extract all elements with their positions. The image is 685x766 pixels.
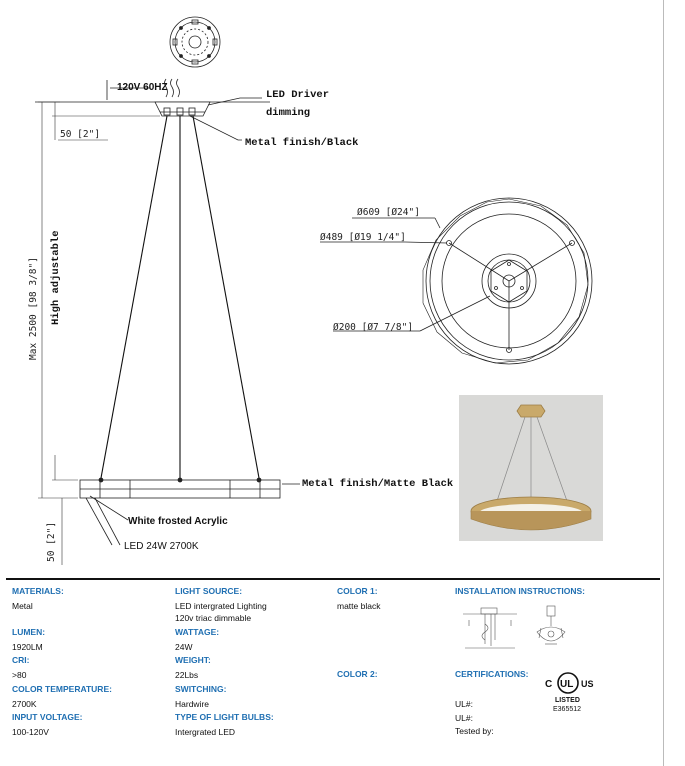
driver-label-1: LED Driver bbox=[266, 89, 330, 101]
svg-text:E365512: E365512 bbox=[553, 706, 582, 713]
led-label: LED 24W 2700K bbox=[124, 541, 199, 552]
canopy-top-view bbox=[170, 17, 220, 67]
ring-side-view bbox=[80, 478, 300, 545]
ul-number-1: UL#: bbox=[455, 699, 473, 709]
color-2: COLOR 2: bbox=[337, 669, 378, 679]
wattage: WATTAGE: 24W bbox=[175, 627, 220, 652]
ring-plan-view bbox=[320, 198, 592, 364]
color-temperature: COLOR TEMPERATURE: 2700K bbox=[12, 684, 112, 709]
lumen: LUMEN: 1920LM bbox=[12, 627, 46, 652]
cri: CRI: >80 bbox=[12, 655, 30, 680]
diffuser-label: White frosted Acrylic bbox=[128, 516, 228, 527]
power-label: 120V 60HZ bbox=[117, 82, 168, 93]
driver-label-2: dimming bbox=[266, 107, 311, 119]
product-photo bbox=[459, 395, 603, 541]
height-note: High adjustable bbox=[50, 230, 62, 325]
bulb-type: TYPE OF LIGHT BULBS: Intergrated LED bbox=[175, 712, 274, 737]
middle-diameter: Ø489 [Ø19 1/4"] bbox=[320, 232, 406, 243]
switching: SWITCHING: Hardwire bbox=[175, 684, 227, 709]
suspension-cables bbox=[101, 116, 259, 478]
svg-text:US: US bbox=[581, 679, 594, 689]
ring-finish-label: Metal finish/Matte Black bbox=[302, 478, 454, 490]
ring-height-dimension: 50 [2"] bbox=[46, 521, 57, 562]
spec-divider bbox=[6, 578, 660, 580]
ul-number-2: UL#: bbox=[455, 713, 473, 723]
canopy-dimension: 50 [2"] bbox=[60, 129, 101, 140]
ul-listed-logo bbox=[543, 668, 601, 716]
height-dimension: Max 2500 [98 3/8"] bbox=[28, 257, 39, 360]
svg-text:UL: UL bbox=[560, 679, 574, 690]
input-voltage: INPUT VOLTAGE: 100-120V bbox=[12, 712, 83, 737]
installation-diagram bbox=[455, 604, 585, 656]
svg-text:C: C bbox=[545, 679, 553, 690]
inner-diameter: Ø200 [Ø7 7/8"] bbox=[333, 322, 414, 333]
tested-by: Tested by: bbox=[455, 726, 494, 736]
svg-text:LISTED: LISTED bbox=[555, 697, 580, 704]
color-1: COLOR 1: matte black bbox=[337, 586, 381, 611]
canopy-finish-label: Metal finish/Black bbox=[245, 137, 359, 149]
certifications: CERTIFICATIONS: bbox=[455, 669, 529, 679]
installation-instructions: INSTALLATION INSTRUCTIONS: bbox=[455, 586, 586, 596]
light-source: LIGHT SOURCE: LED intergrated Lighting 120v triac dimmable bbox=[175, 586, 267, 623]
materials: MATERIALS: Metal bbox=[12, 586, 64, 611]
weight: WEIGHT: 22Lbs bbox=[175, 655, 211, 680]
outer-diameter: Ø609 [Ø24"] bbox=[357, 207, 420, 218]
spec-table bbox=[0, 584, 685, 766]
